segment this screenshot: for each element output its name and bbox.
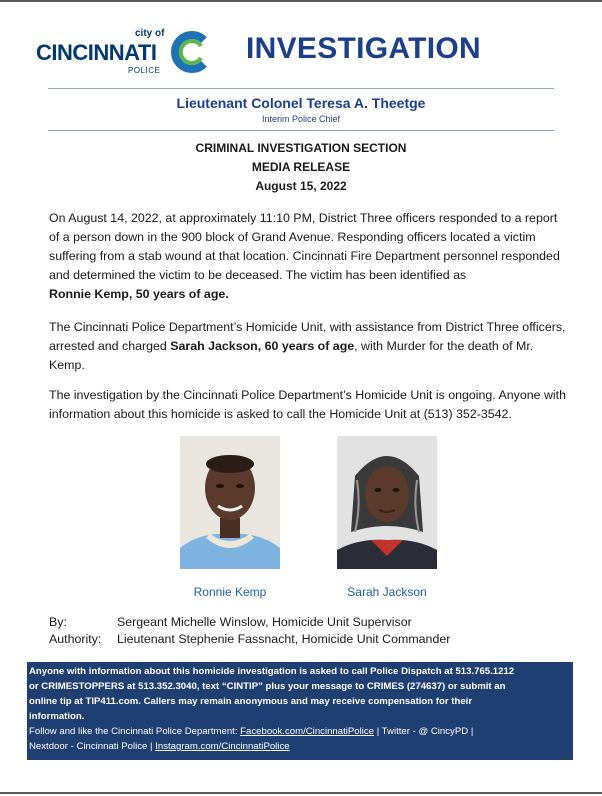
by-value: Sergeant Michelle Winslow, Homicide Unit Supervisor (117, 615, 412, 629)
paragraph-arrest-tail: , with Murder for the death of Mr. Kemp. (49, 339, 534, 372)
release-type: MEDIA RELEASE (251, 160, 351, 174)
tip-line-1: Anyone with information about this homicide investigation is asked to call Police Dispatch at 513.765.1212 (29, 666, 515, 677)
paragraph-arrest-text: The Cincinnati Police Department’s Homicide Unit, with assistance from District Three officers, arrested and charged (49, 320, 566, 353)
victim-name: Ronnie Kemp, 50 years of age. (49, 287, 229, 301)
tip-info-box (27, 662, 573, 760)
logo-city-name: CINCINNATI (36, 40, 157, 65)
instagram-link[interactable]: Instagram.com/CincinnatiPolice (155, 741, 290, 752)
logo-city-of: city of (135, 28, 165, 39)
victim-photo (180, 436, 280, 569)
nextdoor-text: Nextdoor - Cincinnati Police | (29, 741, 156, 752)
chief-name: Lieutenant Colonel Teresa A. Theetge (176, 95, 426, 111)
social-line-1 (29, 724, 571, 739)
tip-line-3: online tip at TIP411.com. Callers may remain anonymous and may receive compensation for their (29, 696, 473, 707)
release-date: August 15, 2022 (255, 179, 347, 193)
paragraph-incident-text: On August 14, 2022, at approximately 11:10 PM, District Three officers responded to a report of a person down in the 900 block of Grand Avenue. Responding officers located a victim suffering from a stab wound at that location. Cincinnati Fire Department personnel responded and determined the victim to be deceased. The victim has been identified as (49, 211, 560, 282)
suspect-name: Sarah Jackson, 60 years of age (170, 339, 355, 353)
twitter-text: | Twitter - @ CincyPD | (374, 726, 474, 737)
by-label: By: (49, 615, 67, 629)
suspect-photo (337, 436, 437, 569)
top-border (0, 0, 602, 2)
social-line-2 (29, 739, 571, 754)
chief-title: Interim Police Chief (261, 114, 341, 124)
bottom-border (0, 792, 602, 794)
section-heading: CRIMINAL INVESTIGATION SECTION (195, 141, 407, 155)
paragraph-ongoing: The investigation by the Cincinnati Police Department’s Homicide Unit is ongoing. Anyone with information about this homicide is asked to call the Homicide Unit at (513) 352-3542. (49, 388, 567, 421)
divider-top (48, 88, 554, 89)
authority-label: Authority: (49, 632, 102, 646)
victim-caption: Ronnie Kemp (193, 585, 267, 599)
authority-value: Lieutenant Stephenie Fassnacht, Homicide Unit Commander (117, 632, 451, 646)
paragraph-arrest (49, 318, 569, 375)
document-title: INVESTIGATION (246, 32, 482, 65)
follow-prefix: Follow and like the Cincinnati Police Department: (29, 726, 241, 737)
divider-bottom (48, 130, 554, 131)
tip-line-4: information. (29, 711, 85, 722)
logo-department: POLICE (128, 66, 161, 75)
suspect-caption: Sarah Jackson (347, 585, 427, 599)
byline-by (49, 615, 412, 629)
byline-authority (49, 632, 450, 646)
tip-line-2: or CRIMESTOPPERS at 513.352.3040, text “CINTIP” plus your message to CRIMES (274637) or submit an (29, 681, 506, 692)
cincinnati-police-logo (36, 28, 211, 78)
facebook-link[interactable]: Facebook.com/CincinnatiPolice (240, 726, 375, 737)
paragraph-incident (49, 209, 569, 304)
header (36, 22, 576, 82)
c-letter-logo-icon (168, 30, 212, 74)
